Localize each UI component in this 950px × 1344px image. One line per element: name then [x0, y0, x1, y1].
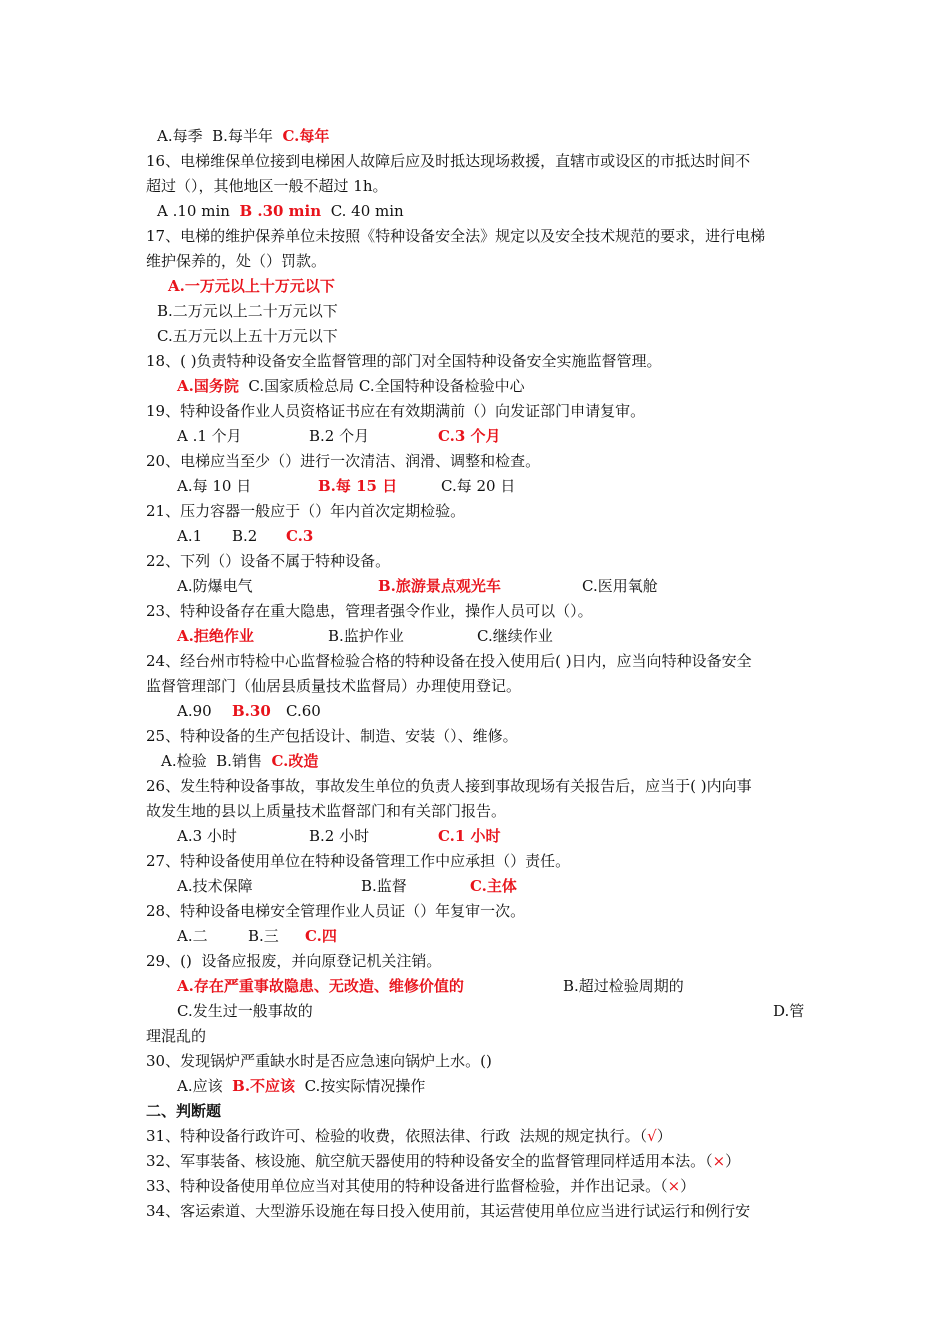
option-c: C.60 — [286, 702, 321, 720]
option-d: D.管 — [773, 1002, 805, 1020]
option-a: A .10 min — [157, 202, 230, 220]
q18-options — [177, 375, 525, 397]
question-30: 30、发现锅炉严重缺水时是否应急速向锅炉上水。() — [146, 1052, 492, 1070]
option-c: C.医用氧舱 — [582, 577, 658, 595]
answer-option: A.一万元以上十万元以下 — [168, 277, 335, 295]
answer-option: B.每 15 日 — [318, 477, 398, 495]
question-29: 29、() 设备应报废，并向原登记机关注销。 — [146, 952, 442, 970]
option-b: B.三 — [248, 927, 279, 945]
option-a: A.技术保障 — [177, 877, 253, 895]
answer-option: C.每年 — [282, 127, 330, 145]
option-c: C.继续作业 — [477, 627, 553, 645]
option-c: C.每 20 日 — [441, 477, 516, 495]
option-c: C.发生过一般事故的 — [177, 1002, 313, 1020]
question-16-line1: 16、电梯维保单位接到电梯困人故障后应及时抵达现场救援，直辖市或设区的市抵达时间不 — [146, 152, 751, 170]
question-21: 21、压力容器一般应于（）年内首次定期检验。 — [146, 502, 466, 520]
option-a: A.每季 — [157, 127, 203, 145]
q25-options — [161, 750, 318, 772]
question-24-line1: 24、经台州市特检中心监督检验合格的特种设备在投入使用后( )日内，应当向特种设备安全 — [146, 652, 752, 670]
question-26-line1: 26、发生特种设备事故，事故发生单位的负责人接到事故现场有关报告后，应当于( )内向事 — [146, 777, 752, 795]
option-a: A.应该 — [177, 1077, 223, 1095]
question-17-line2: 维护保养的，处（）罚款。 — [146, 252, 327, 270]
question-27: 27、特种设备使用单位在特种设备管理工作中应承担（）责任。 — [146, 852, 571, 870]
option-b: B.二万元以上二十万元以下 — [157, 302, 338, 320]
answer-option: B .30 min — [239, 202, 322, 220]
option-b: B.超过检验周期的 — [563, 977, 684, 995]
option-b: B.监护作业 — [328, 627, 404, 645]
question-20: 20、电梯应当至少（）进行一次清洁、润滑、调整和检查。 — [146, 452, 541, 470]
answer-option: C.改造 — [271, 752, 319, 770]
section-heading: 二、判断题 — [146, 1102, 222, 1120]
option-a: A.1 — [177, 527, 203, 545]
option-a: A .1 个月 — [177, 427, 242, 445]
answer-option: A.存在严重事故隐患、无改造、维修价值的 — [177, 977, 464, 995]
answer-option: B.旅游景点观光车 — [378, 577, 501, 595]
option-a: A.防爆电气 — [177, 577, 253, 595]
answer-option: A.拒绝作业 — [177, 627, 254, 645]
option-c: C. 40 min — [330, 202, 404, 220]
answer-option: B.30 — [232, 702, 271, 720]
option-a: A.检验 — [161, 752, 207, 770]
answer-option: A.国务院 — [177, 377, 239, 395]
question-23: 23、特种设备存在重大隐患，管理者强令作业，操作人员可以（）。 — [146, 602, 593, 620]
option-b: B.监督 — [361, 877, 407, 895]
question-34: 34、客运索道、大型游乐设施在每日投入使用前，其运营使用单位应当进行试运行和例行安 — [146, 1202, 751, 1220]
cross-mark-icon: × — [712, 1152, 726, 1170]
option-d-continued: 理混乱的 — [146, 1027, 207, 1045]
q30-options — [177, 1075, 425, 1097]
q16-options — [157, 200, 404, 222]
option-a: A.3 小时 — [177, 827, 237, 845]
q15-options — [157, 125, 329, 147]
option-c: C.全国特种设备检验中心 — [358, 377, 525, 395]
check-mark-icon: √ — [647, 1127, 657, 1145]
option-c: C.按实际情况操作 — [304, 1077, 426, 1095]
question-19: 19、特种设备作业人员资格证书应在有效期满前（）向发证部门申请复审。 — [146, 402, 646, 420]
answer-option: B.不应该 — [232, 1077, 296, 1095]
option-b: B.2 — [232, 527, 258, 545]
question-32: 32、军事装备、核设施、航空航天器使用的特种设备安全的监督管理同样适用本法。（×） — [146, 1152, 741, 1170]
option-b: B.销售 — [216, 752, 262, 770]
question-31: 31、特种设备行政许可、检验的收费，依照法律、行政 法规的规定执行。（√） — [146, 1127, 672, 1145]
answer-option: C.3 个月 — [438, 427, 501, 445]
answer-option: C.四 — [305, 927, 337, 945]
option-c: C.五万元以上五十万元以下 — [157, 327, 338, 345]
question-18: 18、( )负责特种设备安全监督管理的部门对全国特种设备安全实施监督管理。 — [146, 352, 662, 370]
option-b: B.2 个月 — [309, 427, 370, 445]
answer-option: C.3 — [286, 527, 314, 545]
question-33: 33、特种设备使用单位应当对其使用的特种设备进行监督检验，并作出记录。（×） — [146, 1177, 696, 1195]
question-25: 25、特种设备的生产包括设计、制造、安装（）、维修。 — [146, 727, 518, 745]
option-b: B.每半年 — [212, 127, 273, 145]
option-b: B.2 小时 — [309, 827, 370, 845]
option-b: C.国家质检总局 — [248, 377, 355, 395]
option-a: A.90 — [177, 702, 212, 720]
question-22: 22、下列（）设备不属于特种设备。 — [146, 552, 391, 570]
option-a: A.二 — [177, 927, 208, 945]
question-24-line2: 监督管理部门（仙居县质量技术监督局）办理使用登记。 — [146, 677, 522, 695]
answer-option: C.1 小时 — [438, 827, 501, 845]
cross-mark-icon: × — [667, 1177, 681, 1195]
question-17-line1: 17、电梯的维护保养单位未按照《特种设备安全法》规定以及安全技术规范的要求，进行电梯 — [146, 227, 766, 245]
question-16-line2: 超过（），其他地区一般不超过 1h。 — [146, 177, 388, 195]
question-28: 28、特种设备电梯安全管理作业人员证（）年复审一次。 — [146, 902, 526, 920]
option-a: A.每 10 日 — [177, 477, 252, 495]
answer-option: C.主体 — [470, 877, 517, 895]
question-26-line2: 故发生地的县以上质量技术监督部门和有关部门报告。 — [146, 802, 507, 820]
